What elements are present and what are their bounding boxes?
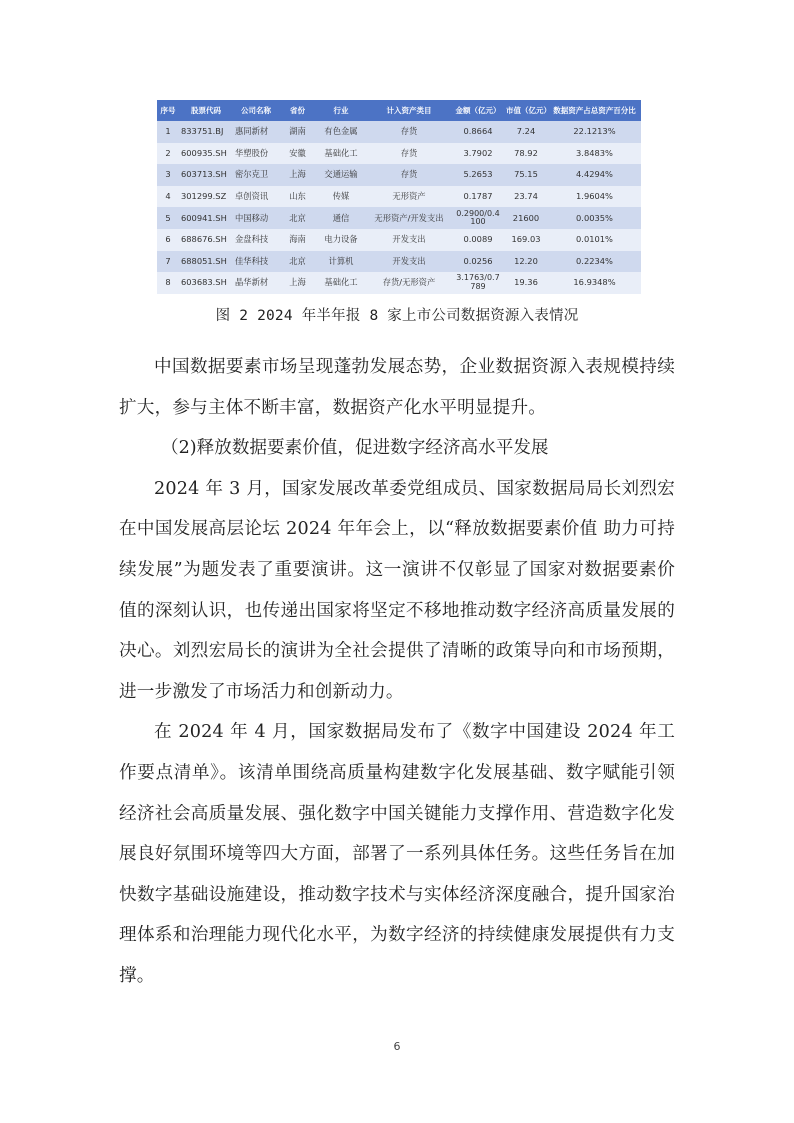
table-cell: 0.0256 [452, 251, 504, 273]
table-cell: 12.20 [504, 251, 548, 273]
table-cell: 688676.SH [179, 229, 233, 251]
table-cell: 23.74 [504, 186, 548, 208]
table-cell: 无形资产/开发支出 [366, 207, 452, 229]
table-cell: 1.9604% [548, 186, 641, 208]
table-cell: 晶华新材 [233, 272, 279, 294]
table-cell: 0.2900/0.4100 [452, 207, 504, 229]
table-cell: 0.8664 [452, 121, 504, 143]
table-cell: 上海 [279, 164, 316, 186]
table-cell: 833751.BJ [179, 121, 233, 143]
table-cell: 0.0035% [548, 207, 641, 229]
table-cell: 3.1763/0.7789 [452, 272, 504, 294]
table-row [157, 121, 641, 143]
table-cell: 4 [157, 186, 179, 208]
header-cell: 省份 [279, 100, 316, 121]
table-cell: 开发支出 [366, 229, 452, 251]
table-cell: 卓创资讯 [233, 186, 279, 208]
header-cell: 数据资产占总资产百分比 [548, 100, 641, 121]
table-cell: 600935.SH [179, 143, 233, 165]
table-cell: 佳华科技 [233, 251, 279, 273]
table-cell: 8 [157, 272, 179, 294]
table-cell: 北京 [279, 251, 316, 273]
header-cell: 金额（亿元） [452, 100, 504, 121]
table-cell: 无形资产 [366, 186, 452, 208]
header-cell: 计入资产类目 [366, 100, 452, 121]
table-cell: 7 [157, 251, 179, 273]
data-resource-table-figure [157, 100, 641, 294]
table-cell: 存货/无形资产 [366, 272, 452, 294]
table-cell: 301299.SZ [179, 186, 233, 208]
table-cell: 22.1213% [548, 121, 641, 143]
table-cell: 0.0089 [452, 229, 504, 251]
header-cell: 股票代码 [179, 100, 233, 121]
table-cell: 存货 [366, 143, 452, 165]
table-cell: 19.36 [504, 272, 548, 294]
body-text [119, 347, 675, 997]
table-cell: 存货 [366, 121, 452, 143]
table-cell: 6 [157, 229, 179, 251]
table-cell: 75.15 [504, 164, 548, 186]
paragraph: 2024 年 3 月，国家发展改革委党组成员、国家数据局局长刘烈宏在中国发展高层论坛 2024 年年会上，以“释放数据要素价值 助力可持续发展”为题发表了重要演讲。这一演讲不仅彰显了国家对数据要素价值的深刻认识，也传递出国家将坚定不移地推动数字经济高质量发展的决心。刘烈宏局长的演讲为全社会提供了清晰的政策导向和市场预期，进一步激发了市场活力和创新动力。 [119, 478, 675, 702]
table-row [157, 272, 641, 294]
figure-caption: 图 2 2024 年半年报 8 家上市公司数据资源入表情况 [215, 308, 579, 324]
table-cell: 5.2653 [452, 164, 504, 186]
table-cell: 传媒 [316, 186, 366, 208]
page-number: 6 [393, 1040, 401, 1053]
table-cell: 中国移动 [233, 207, 279, 229]
table-cell: 603713.SH [179, 164, 233, 186]
table-cell: 5 [157, 207, 179, 229]
table-cell: 78.92 [504, 143, 548, 165]
table-row [157, 164, 641, 186]
data-resource-table [157, 100, 641, 294]
table-cell: 16.9348% [548, 272, 641, 294]
table-cell: 海南 [279, 229, 316, 251]
table-cell: 开发支出 [366, 251, 452, 273]
table-row [157, 229, 641, 251]
table-cell: 3.8483% [548, 143, 641, 165]
table-cell: 交通运输 [316, 164, 366, 186]
table-cell: 湖南 [279, 121, 316, 143]
table-cell: 0.0101% [548, 229, 641, 251]
table-cell: 0.2234% [548, 251, 641, 273]
section-heading: （2)释放数据要素价值，促进数字经济高水平发展 [161, 438, 549, 459]
header-cell: 行业 [316, 100, 366, 121]
header-cell: 公司名称 [233, 100, 279, 121]
table-cell: 惠同新材 [233, 121, 279, 143]
table-cell: 4.4294% [548, 164, 641, 186]
table-cell: 0.1787 [452, 186, 504, 208]
table-cell: 华塑股份 [233, 143, 279, 165]
table-cell: 169.03 [504, 229, 548, 251]
table-header-row [157, 100, 641, 121]
table-cell: 山东 [279, 186, 316, 208]
table-cell: 密尔克卫 [233, 164, 279, 186]
table-cell: 688051.SH [179, 251, 233, 273]
table-cell: 存货 [366, 164, 452, 186]
table-row [157, 251, 641, 273]
table-cell: 1 [157, 121, 179, 143]
table-cell: 电力设备 [316, 229, 366, 251]
table-cell: 上海 [279, 272, 316, 294]
table-cell: 基础化工 [316, 272, 366, 294]
paragraph: 在 2024 年 4 月，国家数据局发布了《数字中国建设 2024 年工作要点清单》。该清单围绕高质量构建数字化发展基础、数字赋能引领经济社会高质量发展、强化数字中国关键能力支撑作用、营造数字化发展良好氛围环境等四大方面，部署了一系列具体任务。这些任务旨在加快数字基础设施建设，推动数字技术与实体经济深度融合，提升国家治理体系和治理能力现代化水平，为数字经济的持续健康发展提供有力支撑。 [119, 722, 675, 986]
table-row [157, 207, 641, 229]
table-cell: 21600 [504, 207, 548, 229]
table-row [157, 143, 641, 165]
table-cell: 安徽 [279, 143, 316, 165]
table-cell: 2 [157, 143, 179, 165]
table-row [157, 186, 641, 208]
table-cell: 基础化工 [316, 143, 366, 165]
table-cell: 计算机 [316, 251, 366, 273]
table-cell: 7.24 [504, 121, 548, 143]
table-cell: 603683.SH [179, 272, 233, 294]
table-cell: 3.7902 [452, 143, 504, 165]
paragraph: 中国数据要素市场呈现蓬勃发展态势，企业数据资源入表规模持续扩大，参与主体不断丰富，数据资产化水平明显提升。 [119, 357, 675, 418]
table-cell: 3 [157, 164, 179, 186]
table-cell: 有色金属 [316, 121, 366, 143]
table-cell: 金盘科技 [233, 229, 279, 251]
table-cell: 600941.SH [179, 207, 233, 229]
header-cell: 市值（亿元） [504, 100, 548, 121]
table-cell: 北京 [279, 207, 316, 229]
table-cell: 通信 [316, 207, 366, 229]
header-cell: 序号 [157, 100, 179, 121]
